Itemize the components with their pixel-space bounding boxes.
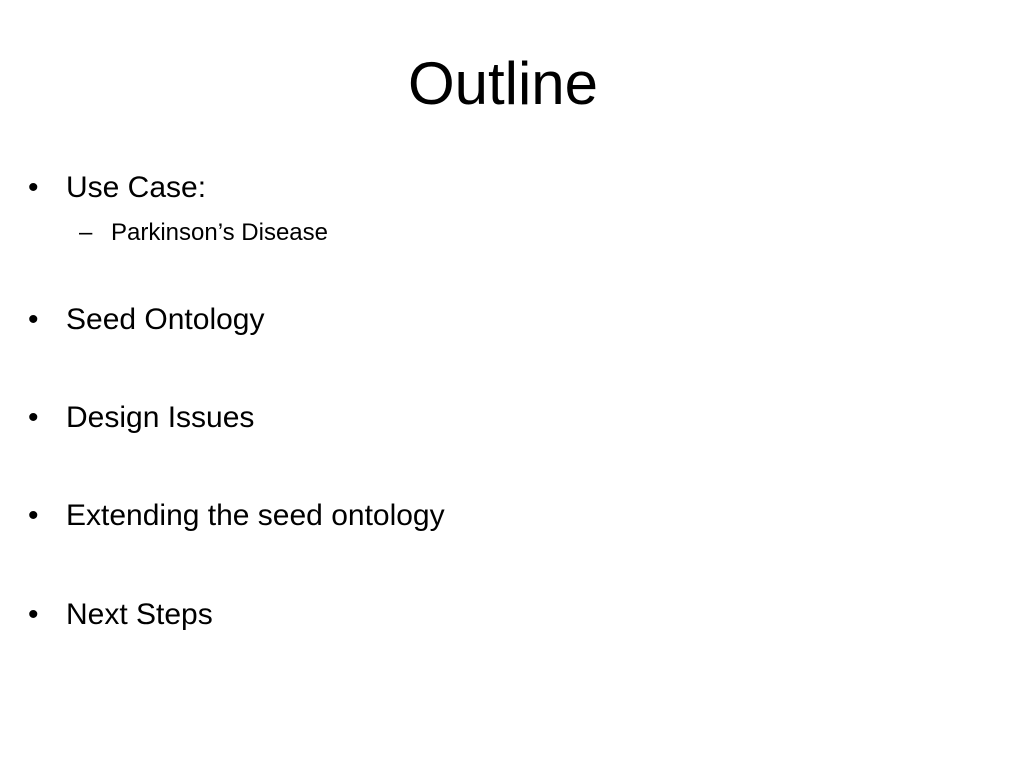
bullet-label: Design Issues [66, 401, 255, 434]
bullet-item-next-steps [28, 597, 213, 633]
bullet-item-use-case [28, 170, 206, 206]
sub-bullet-item-parkinsons [79, 218, 328, 248]
bullet-item-design-issues [28, 400, 254, 436]
bullet-label: Extending the seed ontology [66, 499, 445, 532]
bullet-label: Use Case: [66, 171, 207, 204]
sub-bullet-label: Parkinson’s Disease [111, 219, 328, 246]
bullet-label: Seed Ontology [66, 303, 265, 336]
bullet-label: Next Steps [66, 598, 213, 631]
bullet-marker: • [28, 303, 39, 336]
bullet-item-seed-ontology [28, 302, 264, 338]
sub-bullet-marker: – [79, 219, 93, 246]
bullet-marker: • [28, 499, 39, 532]
bullet-item-extending-seed-ontology [28, 498, 445, 534]
bullet-marker: • [28, 171, 39, 204]
bullet-marker: • [28, 401, 39, 434]
bullet-marker: • [28, 598, 39, 631]
slide-title: Outline [407, 50, 599, 117]
